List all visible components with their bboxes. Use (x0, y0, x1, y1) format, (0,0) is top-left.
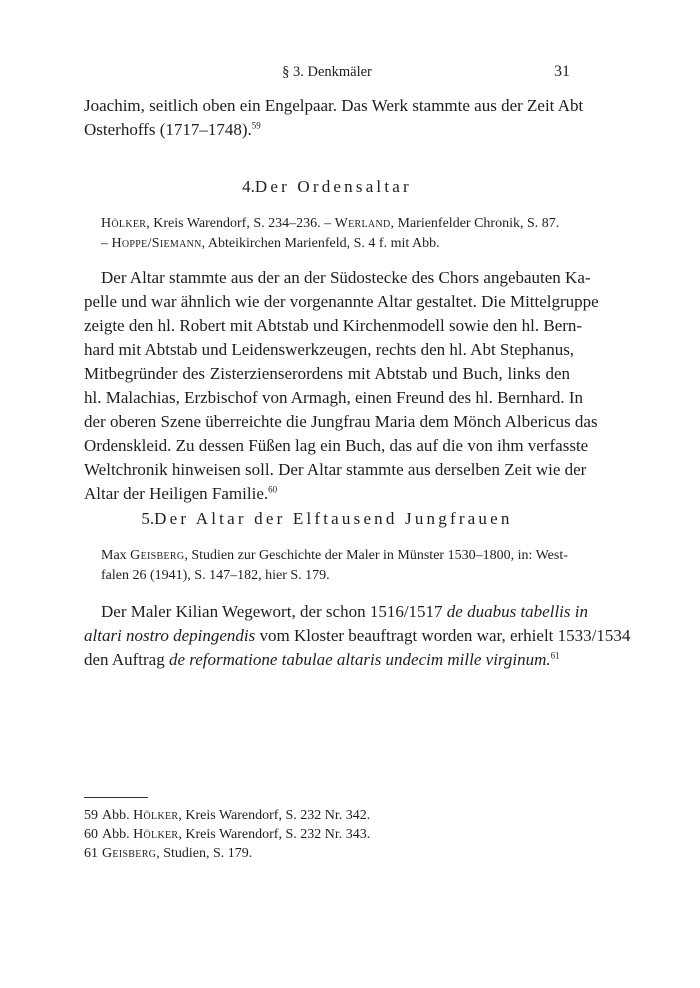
text-line: pelle und war ähnlich wie der vorgenannte Altar gestaltet. Die Mittelgruppe (84, 292, 599, 311)
section-title: Der Ordensaltar (254, 177, 412, 196)
text-line: zeigte den hl. Robert mit Abtstab und Kirchenmodell sowie den hl. Bern- (84, 316, 583, 335)
footnote (84, 825, 570, 844)
text-line: der oberen Szene überreichte die Jungfrau Maria dem Mönch Albericus das (84, 412, 598, 431)
running-head-section: § 3. Denkmäler (282, 64, 372, 80)
latin-quote: de reformatione tabulae altaris undecim mille virginum. (168, 650, 551, 669)
text-line: Joachim, seitlich oben ein Engelpaar. Das Werk stammte aus der Zeit Abt (84, 96, 584, 115)
text-fragment: Osterhoffs (1717–1748). (84, 120, 252, 139)
author-name: Werland (334, 216, 391, 231)
text-fragment: , Abteikirchen Marienfeld, S. 4 f. mit Abb. (201, 236, 440, 251)
latin-quote: altari nostro depingendis (84, 626, 256, 645)
section4-paragraph (84, 266, 599, 506)
author-name: Hölker (101, 216, 147, 231)
biblio-line (101, 546, 570, 566)
section-title: Der Altar der Elftausend Jungfrauen (154, 509, 513, 528)
biblio-line (101, 214, 570, 234)
footnote-number: 59 (84, 808, 98, 823)
footnote-ref: 60 (268, 484, 278, 495)
footnote (84, 806, 570, 825)
author-name: Geisberg (130, 548, 185, 563)
text-fragment: Max (101, 548, 131, 563)
section-number: 4. (242, 177, 255, 196)
intro-paragraph (84, 94, 584, 142)
text-line: Der Altar stammte aus der an der Südostecke des Chors angebauten Ka- (101, 268, 591, 287)
text-fragment: , Kreis Warendorf, S. 232 Nr. 342. (178, 808, 371, 823)
footnote-divider (84, 797, 148, 798)
text-fragment: Abb. (102, 827, 134, 842)
text-line: Ordenskleid. Zu dessen Füßen lag ein Buch, das auf die von ihm verfasste (84, 436, 589, 455)
footnote-ref: 61 (550, 650, 560, 661)
text-fragment: Der Maler Kilian Wegewort, der schon 1516/1517 (101, 602, 447, 621)
footnotes (84, 806, 570, 863)
footnote-ref: 59 (251, 120, 261, 131)
section5-paragraph (84, 600, 631, 672)
text-line: hard mit Abtstab und Leidenswerkzeugen, rechts den hl. Abt Stephanus, (84, 340, 575, 359)
section-number: 5. (141, 509, 155, 528)
section-heading-5 (84, 508, 570, 530)
footnote-number: 60 (84, 827, 98, 842)
text-fragment: , Kreis Warendorf, S. 234–236. – (146, 216, 335, 231)
biblio-line: falen 26 (1941), S. 147–182, hier S. 179. (101, 568, 330, 583)
bibliography-block (101, 546, 570, 586)
section-heading-4 (84, 176, 570, 198)
footnote (84, 844, 570, 863)
text-fragment: , Studien, S. 179. (156, 846, 253, 861)
author-name: Hoppe/Siemann (111, 236, 202, 251)
text-line (84, 482, 570, 506)
author-name: Hölker (133, 808, 179, 823)
text-fragment: vom Kloster beauftragt worden war, erhielt 1533/1534 (255, 626, 631, 645)
text-line (84, 118, 570, 142)
biblio-line (101, 234, 570, 254)
text-line (84, 600, 588, 624)
text-fragment: , Kreis Warendorf, S. 232 Nr. 343. (178, 827, 371, 842)
page-number: 31 (554, 63, 570, 80)
text-line: Weltchronik hinweisen soll. Der Altar stammte aus derselben Zeit wie der (84, 460, 587, 479)
bibliography-block (101, 214, 570, 254)
text-fragment: , Marienfelder Chronik, S. 87. (390, 216, 560, 231)
text-fragment: Abb. (102, 808, 134, 823)
text-fragment: Altar der Heiligen Familie. (84, 484, 269, 503)
text-fragment: den Auftrag (84, 650, 169, 669)
latin-quote: de duabus tabellis in (446, 602, 588, 621)
text-line: hl. Malachias, Erzbischof von Armagh, einen Freund des hl. Bernhard. In (84, 388, 584, 407)
text-fragment: – (101, 236, 112, 251)
author-name: Hölker (133, 827, 179, 842)
text-line: Mitbegründer des Zisterzienserordens mit Abtstab und Buch, links den (84, 364, 570, 383)
footnote-number: 61 (84, 846, 98, 861)
text-line (84, 624, 631, 648)
text-fragment: , Studien zur Geschichte der Maler in Münster 1530–1800, in: West- (184, 548, 568, 563)
text-line (84, 648, 570, 672)
author-name: Geisberg (102, 846, 157, 861)
